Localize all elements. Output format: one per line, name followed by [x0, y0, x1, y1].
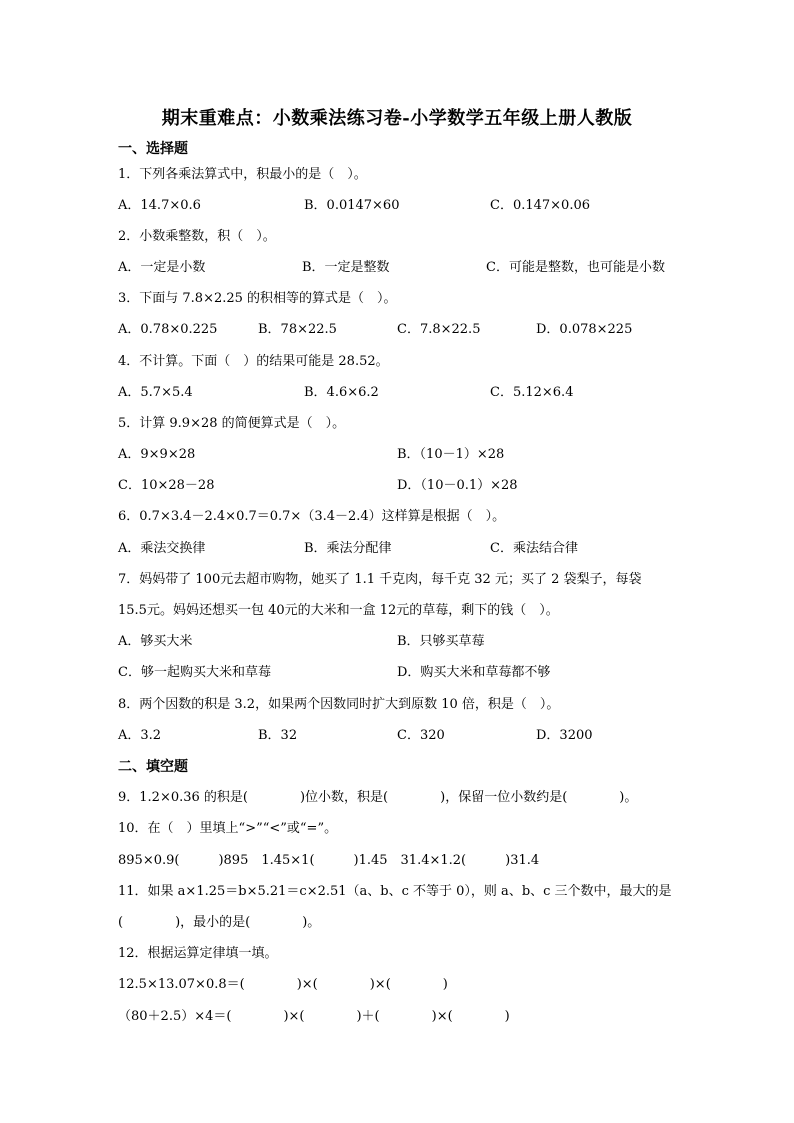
question-3-option-c: C．7.8×22.5 [397, 322, 481, 337]
question-3-stem: 3．下面与 7.8×2.25 的积相等的算式是（ ）。 [118, 291, 397, 306]
question-4-option-c: C．5.12×6.4 [490, 385, 574, 400]
question-7-option-c: C．够一起购买大米和草莓 [118, 665, 271, 680]
question-5-stem: 5．计算 9.9×28 的简便算式是（ ）。 [118, 416, 346, 431]
question-1-stem: 1．下列各乘法算式中，积最小的是（ ）。 [118, 167, 367, 182]
page-title: 期末重难点：小数乘法练习卷-小学数学五年级上册人教版 [161, 108, 633, 129]
question-12-stem: 12．根据运算定律填一填。 [118, 946, 278, 961]
question-11-stem-line-2: ( )，最小的是( )。 [118, 915, 321, 930]
question-12-line-2: （80＋2.5）×4＝( )×( )＋( )×( ) [118, 1009, 510, 1024]
question-6-option-b: B．乘法分配律 [304, 541, 392, 556]
question-5-option-d: D．（10－0.1）×28 [397, 478, 518, 493]
question-1-option-c: C．0.147×0.06 [490, 198, 591, 213]
question-8-option-a: A．3.2 [118, 728, 162, 743]
question-8-option-c: C．320 [397, 728, 445, 743]
question-4-stem: 4．不计算。下面（ ）的结果可能是 28.52。 [118, 354, 389, 369]
question-2-stem: 2．小数乘整数，积（ ）。 [118, 229, 276, 244]
question-8-option-d: D．3200 [536, 728, 593, 743]
question-5-option-a: A．9×9×28 [118, 447, 196, 462]
question-2-option-b: B．一定是整数 [302, 260, 390, 275]
question-3-option-a: A．0.78×0.225 [118, 322, 218, 337]
question-2-option-a: A．一定是小数 [118, 260, 206, 275]
question-6-option-a: A．乘法交换律 [118, 541, 206, 556]
question-7-option-b: B．只够买草莓 [397, 634, 485, 649]
question-3-option-d: D．0.078×225 [536, 322, 633, 337]
question-6-stem: 6．0.7×3.4－2.4×0.7＝0.7×（3.4－2.4）这样算是根据（ ）。 [118, 509, 506, 524]
question-2-option-c: C．可能是整数，也可能是小数 [486, 260, 665, 275]
question-12-line-1: 12.5×13.07×0.8＝( )×( )×( ) [118, 977, 448, 992]
question-10-comparisons: 895×0.9( )895 1.45×1( )1.45 31.4×1.2( )31.4 [118, 853, 540, 868]
question-7-option-d: D．购买大米和草莓都不够 [397, 665, 551, 680]
question-8-option-b: B．32 [258, 728, 298, 743]
question-7-stem-line-2: 15.5元。妈妈还想买一包 40元的大米和一盒 12元的草莓，剩下的钱（ ）。 [118, 603, 559, 618]
question-3-option-b: B．78×22.5 [258, 322, 337, 337]
question-10-stem: 10．在（ ）里填上“>”“<”或“=”。 [118, 821, 338, 836]
section-heading-choice: 一、选择题 [118, 141, 188, 157]
question-11-stem-line-1: 11．如果 a×1.25＝b×5.21＝c×2.51（a、b、c 不等于 0），则 a、b、c 三个数中，最大的是 [118, 884, 672, 899]
question-1-option-a: A．14.7×0.6 [118, 198, 201, 213]
question-1-option-b: B．0.0147×60 [304, 198, 400, 213]
question-7-stem-line-1: 7．妈妈带了 100元去超市购物，她买了 1.1 千克肉，每千克 32 元；买了 2 袋梨子，每袋 [118, 572, 642, 587]
question-5-option-b: B．（10－1）×28 [397, 447, 505, 462]
question-4-option-a: A．5.7×5.4 [118, 385, 193, 400]
question-9: 9．1.2×0.36 的积是( )位小数，积是( )，保留一位小数约是( )。 [118, 790, 638, 805]
question-8-stem: 8．两个因数的积是 3.2，如果两个因数同时扩大到原数 10 倍，积是（ ）。 [118, 697, 560, 712]
section-heading-fill: 二、填空题 [118, 759, 188, 775]
question-6-option-c: C．乘法结合律 [490, 541, 578, 556]
question-5-option-c: C．10×28－28 [118, 478, 215, 493]
question-4-option-b: B．4.6×6.2 [304, 385, 379, 400]
question-7-option-a: A．够买大米 [118, 634, 193, 649]
